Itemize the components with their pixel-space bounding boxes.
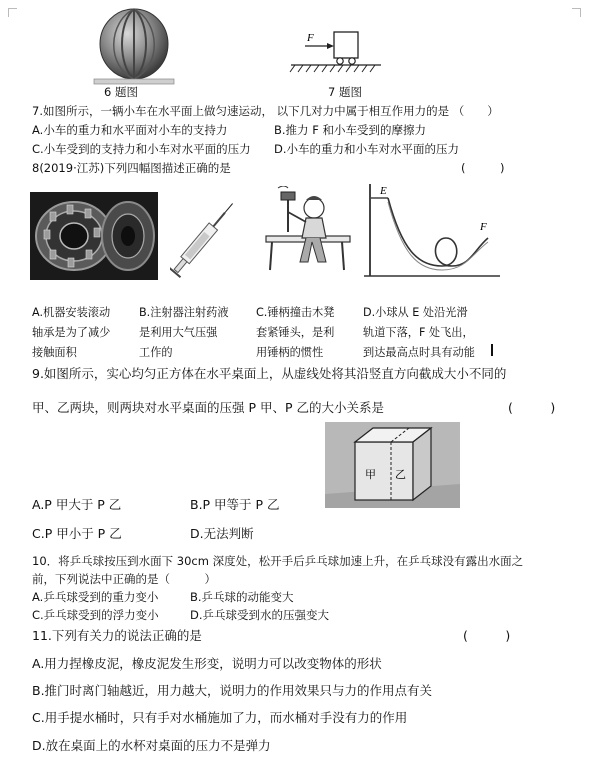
text-cursor: [491, 344, 493, 356]
q10-option-d: D.乒乓球受到水的压强变大: [190, 608, 330, 622]
crop-mark-top-right: [572, 8, 581, 17]
syringe-figure: [170, 192, 242, 280]
q8-option-a-line: A.机器安装滚动: [32, 306, 111, 319]
q9-option-a: A.P 甲大于 P 乙: [32, 497, 122, 512]
q8-answer-paren: ( ): [461, 161, 505, 175]
q8-option-a-line: 接触面积: [32, 346, 77, 359]
q9-answer-paren: ( ): [508, 400, 556, 415]
q11-option-a: A.用力捏橡皮泥，橡皮泥发生形变，说明力可以改变物体的形状: [32, 656, 382, 671]
q8-option-d: [363, 303, 475, 363]
q10-stem-line1: 10．将乒乓球按压到水面下 30cm 深度处，松开手后乒乓球加速上升，在乒乓球没有露出水面之: [32, 554, 524, 568]
q8-option-b-line: 是利用大气压强: [139, 326, 218, 339]
q8-option-c-line: C.锤柄撞击木凳: [256, 306, 335, 319]
q9-stem-line2: 甲、乙两块，则两块对水平桌面的压强 P 甲、P 乙的大小关系是: [32, 400, 384, 415]
fig6-caption: 6 题图: [104, 85, 138, 99]
track-label-f: F: [480, 221, 487, 233]
q9-stem-line1: 9.如图所示，实心均匀正方体在水平桌面上，从虚线处将其沿竖直方向截成大小不同的: [32, 366, 507, 381]
fig7-caption: 7 题图: [328, 85, 362, 99]
watermelon-figure: [88, 2, 180, 86]
q8-option-c-line: 套紧锤头，是利: [256, 326, 335, 339]
q9-option-c: C.P 甲小于 P 乙: [32, 526, 122, 541]
q10-option-c: C.乒乓球受到的浮力变小: [32, 608, 159, 622]
q8-option-d-line: 轨道下落，F 处飞出，: [363, 326, 474, 339]
track-label-e: E: [380, 185, 387, 197]
q10-option-a: A.乒乓球受到的重力变小: [32, 590, 159, 604]
q11-option-d: D.放在桌面上的水杯对桌面的压力不是弹力: [32, 738, 271, 753]
track-figure: [362, 180, 502, 280]
q7-option-a: A.小车的重力和水平面对小车的支持力: [32, 123, 228, 137]
cube-figure: [325, 422, 460, 508]
q7-option-d: D.小车的重力和小车对水平面的压力: [274, 142, 460, 156]
q11-stem: 11.下列有关力的说法正确的是: [32, 628, 202, 643]
q8-option-b-line: B.注射器注射药液: [139, 306, 229, 319]
q8-option-a: [32, 303, 110, 363]
q10-option-b: B.乒乓球的动能变大: [190, 590, 294, 604]
force-label: F: [307, 32, 314, 44]
q8-option-c: [256, 303, 335, 363]
q11-option-b: B.推门时离门轴越近，用力越大，说明力的作用效果只与力的作用点有关: [32, 683, 433, 698]
q7-stem: 7.如图所示，一辆小车在水平面上做匀速运动， 以下几对力中属于相互作用力的是 （ ）: [32, 104, 499, 118]
cube-label-yi: 乙: [395, 468, 406, 481]
q8-stem: 8(2019·江苏)下列四幅图描述正确的是: [32, 161, 231, 175]
crop-mark-top-left: [8, 8, 17, 17]
q7-option-c: C.小车受到的支持力和小车对水平面的压力: [32, 142, 251, 156]
q9-option-d: D.无法判断: [190, 526, 254, 541]
q8-option-d-line: D.小球从 E 处沿光滑: [363, 306, 468, 319]
q11-option-c: C.用手提水桶时，只有手对水桶施加了力，而水桶对手没有力的作用: [32, 710, 408, 725]
q8-option-b: [139, 303, 229, 363]
q9-option-b: B.P 甲等于 P 乙: [190, 497, 280, 512]
bearing-photo: [30, 192, 158, 280]
q11-answer-paren: ( ): [463, 628, 511, 643]
cart-figure: [285, 22, 390, 80]
hammer-bench-figure: [262, 186, 354, 278]
q8-option-d-line: 到达最高点时具有动能: [363, 346, 475, 359]
q8-option-c-line: 用锤柄的惯性: [256, 346, 324, 359]
q10-stem-line2: 前，下列说法中正确的是（ ）: [32, 572, 216, 586]
cube-label-jia: 甲: [365, 468, 376, 481]
q8-option-a-line: 轴承是为了减少: [32, 326, 111, 339]
q8-option-b-line: 工作的: [139, 346, 173, 359]
q7-option-b: B.推力 F 和小车受到的摩擦力: [274, 123, 426, 137]
